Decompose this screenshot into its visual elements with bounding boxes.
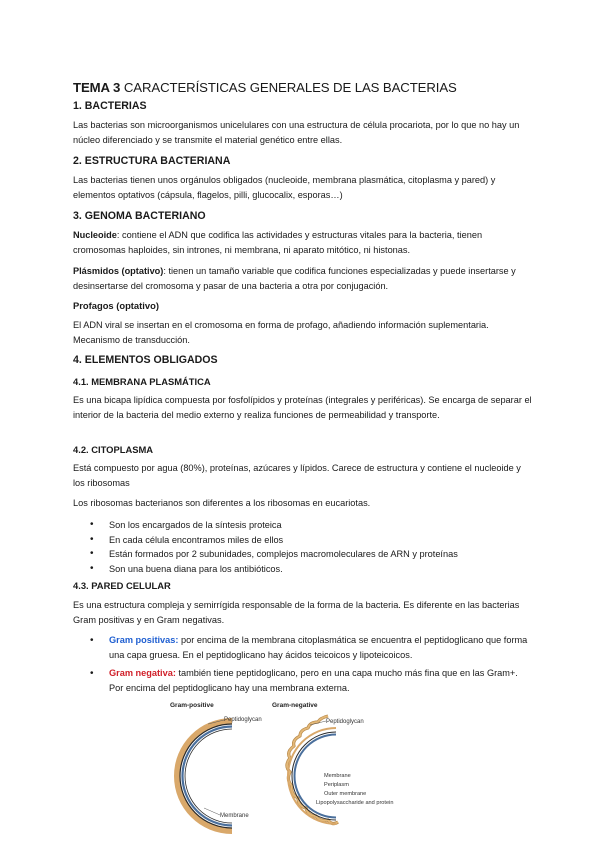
- term-plasmidos: Plásmidos (optativo): [73, 266, 164, 276]
- gp-membrane-leader: [204, 808, 220, 815]
- gram-positive-text: por encima de la membrana citoplasmática se encuentra el peptidoglicano que forma una capa gruesa. En el peptidoglicano hay ácidos teicoicos y lipoteicoicos.: [109, 635, 528, 661]
- plasmidos-text: : tienen un tamaño variable que codifica funciones especializadas y puede insertarse y desinsertarse del cromosoma y pasar de una bacteria a otra por conjugación.: [73, 266, 516, 292]
- paragraph-membrana: Es una bicapa lipídica compuesta por fosfolípidos y proteínas (integrales y periféricas). Se encarga de separar el interior de la bacteria del medio externo y realiza funciones de permeabilidad y transporte.: [73, 395, 532, 421]
- list-item: • Son los encargados de la síntesis proteica: [73, 518, 458, 533]
- gram-positive-label: Gram-positive: [170, 702, 214, 709]
- heading-citoplasma: 4.2. CITOPLASMA: [73, 444, 154, 455]
- heading-estructura: 2. ESTRUCTURA BACTERIANA: [73, 155, 231, 167]
- heading-membrana-plasmatica: 4.1. MEMBRANA PLASMÁTICA: [73, 376, 211, 387]
- heading-bacterias: 1. BACTERIAS: [73, 100, 147, 112]
- title-text: CARACTERÍSTICAS GENERALES DE LAS BACTERIAS: [120, 80, 457, 95]
- paragraph-citoplasma: Está compuesto por agua (80%), proteínas, azúcares y lípidos. Carece de estructura y contiene el nucleoide y los ribosomas: [73, 463, 521, 489]
- paragraph-pared: Es una estructura compleja y semirrígida responsable de la forma de la bacteria. Es diferente en las bacterias Gram positivas y en Gram negativas.: [73, 600, 520, 626]
- gram-negative-term: Gram negativa:: [109, 667, 176, 678]
- gn-periplasm-text: Periplasm: [324, 782, 349, 788]
- nucleoide-text: : contiene el ADN que codifica las actividades y estructuras vitales para la bacteria, tienen cromosomas haploides, sin intrones, ni membrana, ni aparato mitótico, ni histonas.: [73, 230, 483, 256]
- heading-profagos: Profagos (optativo): [73, 300, 159, 311]
- document-title: [73, 80, 457, 95]
- paragraph-ribosomas: Los ribosomas bacterianos son diferentes a los ribosomas en eucariotas.: [73, 498, 371, 508]
- paragraph-bacterias: Las bacterias son microorganismos unicelulares con una estructura de célula procariota, por lo que no hay un núcleo diferenciado y se transmite el material genético entre ellas.: [73, 120, 520, 146]
- heading-genoma: 3. GENOMA BACTERIANO: [73, 210, 206, 222]
- paragraph-plasmidos: [73, 264, 533, 295]
- ribosome-list: [73, 518, 458, 576]
- list-item-gram-negative: [73, 666, 533, 697]
- gn-lps-text: Lipopolysaccharide and protein: [316, 800, 394, 806]
- gram-wall-diagram: [160, 698, 450, 838]
- gn-membrane-text: Membrane: [324, 773, 351, 779]
- paragraph-estructura: Las bacterias tienen unos orgánulos obligados (nucleoide, membrana plasmática, citoplasma y pared) y elementos optativos (cápsula, flagelos, pilli, glucocalix, esporas…): [73, 175, 496, 201]
- paragraph-nucleoide: [73, 228, 533, 259]
- gn-outer-membrane-text: Outer membrane: [324, 791, 367, 797]
- gp-membrane-text: Membrane: [220, 813, 249, 819]
- heading-pared-celular: 4.3. PARED CELULAR: [73, 580, 171, 591]
- list-item: • En cada célula encontramos miles de ellos: [73, 533, 458, 548]
- term-nucleoide: Nucleoide: [73, 230, 117, 240]
- gram-positive-term: Gram positivas:: [109, 635, 179, 645]
- gn-peptidoglycan-text: Peptidoglycan: [326, 719, 364, 725]
- heading-elementos-obligados: 4. ELEMENTOS OBLIGADOS: [73, 354, 218, 366]
- title-topic-number: TEMA 3: [73, 80, 121, 95]
- list-item: • Son una buena diana para los antibióticos.: [73, 562, 458, 577]
- list-item-gram-positive: [73, 633, 533, 664]
- paragraph-profagos: El ADN viral se insertan en el cromosoma en forma de profago, añadiendo información suplementaria. Mecanismo de transducción.: [73, 320, 489, 346]
- gram-list: [73, 633, 533, 699]
- gram-negative-label: Gram-negative: [272, 702, 318, 709]
- list-item: • Están formados por 2 subunidades, complejos macromoleculares de ARN y proteínas: [73, 547, 458, 562]
- gram-negative-text: también tiene peptidoglicano, pero en una capa mucho más fina que en las Gram+. Por encima del peptidoglicano hay una membrana externa.: [109, 667, 518, 694]
- gp-peptidoglycan-text: Peptidoglycan: [224, 717, 262, 723]
